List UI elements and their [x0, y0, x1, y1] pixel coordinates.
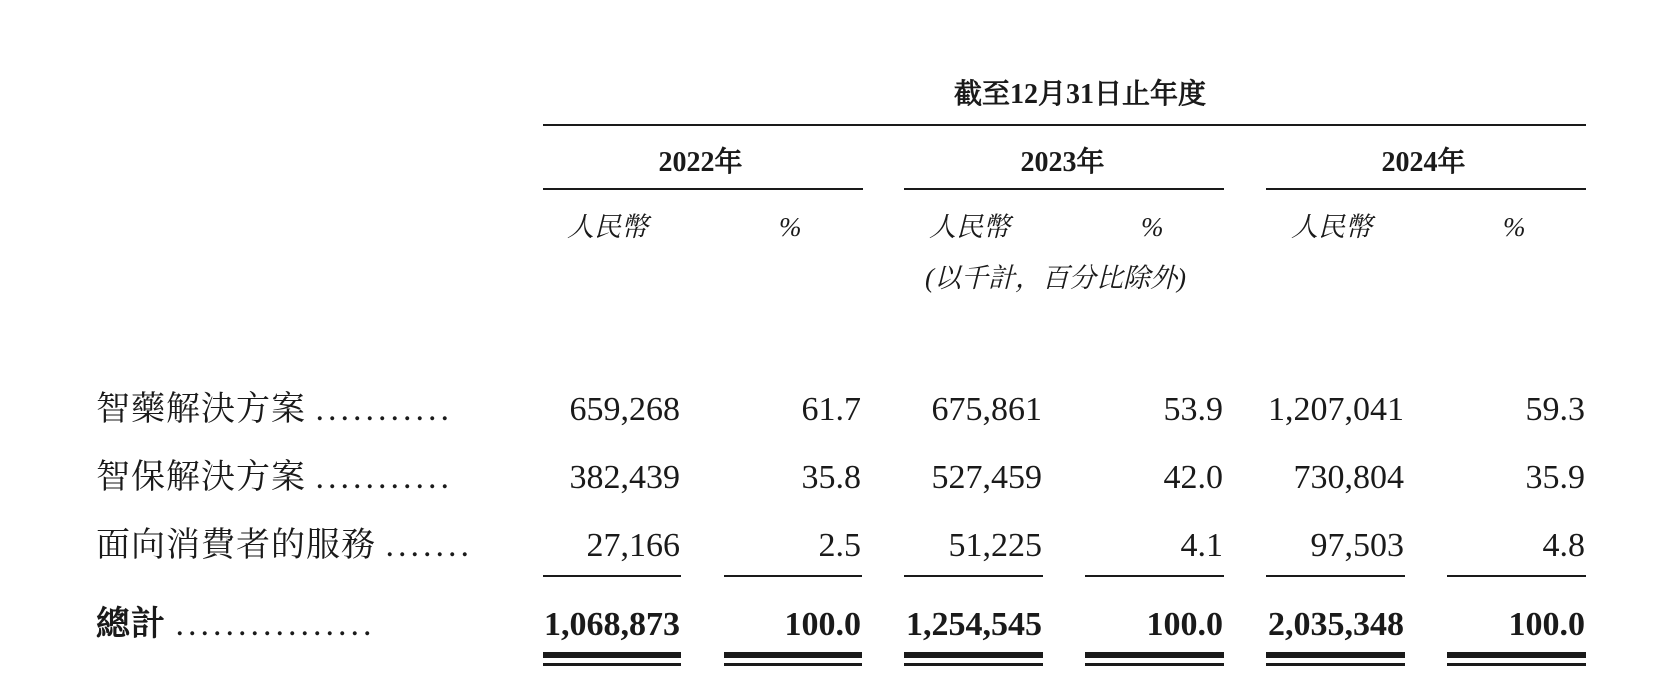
col-rmb-2022: 人民幣 [567, 212, 648, 242]
subtotal-rule [1085, 575, 1224, 577]
col-rmb-2023: 人民幣 [929, 212, 1010, 242]
year-header-2024: 2024年 [1381, 147, 1466, 178]
total-label: 總計 ................ [96, 606, 376, 643]
year-rule-2024 [1266, 188, 1586, 190]
total-double-rule [1266, 652, 1405, 666]
cell-pct-2023: 53.9 [1163, 391, 1223, 428]
cell-pct-2022: 61.7 [801, 391, 861, 428]
cell-pct-2023: 42.0 [1163, 459, 1223, 496]
total-pct-2022: 100.0 [784, 606, 861, 643]
year-header-2023: 2023年 [1020, 147, 1105, 178]
total-double-rule [543, 652, 681, 666]
col-pct-2024: % [1503, 212, 1526, 242]
row-label: 面向消費者的服務 ....... [96, 527, 473, 564]
cell-rmb-2023: 527,459 [931, 459, 1042, 496]
subtotal-rule [543, 575, 681, 577]
total-pct-2023: 100.0 [1146, 606, 1223, 643]
cell-rmb-2024: 730,804 [1293, 459, 1404, 496]
subtotal-rule [724, 575, 862, 577]
cell-pct-2022: 35.8 [801, 459, 861, 496]
cell-pct-2024: 35.9 [1525, 459, 1585, 496]
cell-rmb-2023: 51,225 [948, 527, 1042, 564]
total-double-rule [904, 652, 1043, 666]
total-pct-2024: 100.0 [1508, 606, 1585, 643]
total-double-rule [1085, 652, 1224, 666]
subtotal-rule [1447, 575, 1586, 577]
period-header: 截至12月31日止年度 [953, 79, 1206, 110]
cell-rmb-2022: 659,268 [569, 391, 680, 428]
cell-rmb-2023: 675,861 [931, 391, 1042, 428]
col-pct-2023: % [1141, 212, 1164, 242]
cell-rmb-2022: 27,166 [586, 527, 680, 564]
cell-pct-2022: 2.5 [818, 527, 861, 564]
cell-rmb-2024: 1,207,041 [1268, 391, 1404, 428]
year-header-2022: 2022年 [658, 147, 743, 178]
unit-note: (以千計，百分比除外) [925, 263, 1186, 293]
cell-rmb-2024: 97,503 [1310, 527, 1404, 564]
row-label: 智藥解決方案 ........... [96, 391, 453, 428]
total-double-rule [724, 652, 862, 666]
col-rmb-2024: 人民幣 [1291, 212, 1372, 242]
cell-pct-2024: 4.8 [1542, 527, 1585, 564]
cell-rmb-2022: 382,439 [569, 459, 680, 496]
total-rmb-2022: 1,068,873 [544, 606, 680, 643]
cell-pct-2024: 59.3 [1525, 391, 1585, 428]
cell-pct-2023: 4.1 [1180, 527, 1223, 564]
period-rule [543, 124, 1586, 126]
total-double-rule [1447, 652, 1586, 666]
subtotal-rule [904, 575, 1043, 577]
total-rmb-2023: 1,254,545 [906, 606, 1042, 643]
row-label: 智保解決方案 ........... [96, 459, 453, 496]
subtotal-rule [1266, 575, 1405, 577]
year-rule-2023 [904, 188, 1224, 190]
col-pct-2022: % [779, 212, 802, 242]
total-rmb-2024: 2,035,348 [1268, 606, 1404, 643]
year-rule-2022 [543, 188, 863, 190]
